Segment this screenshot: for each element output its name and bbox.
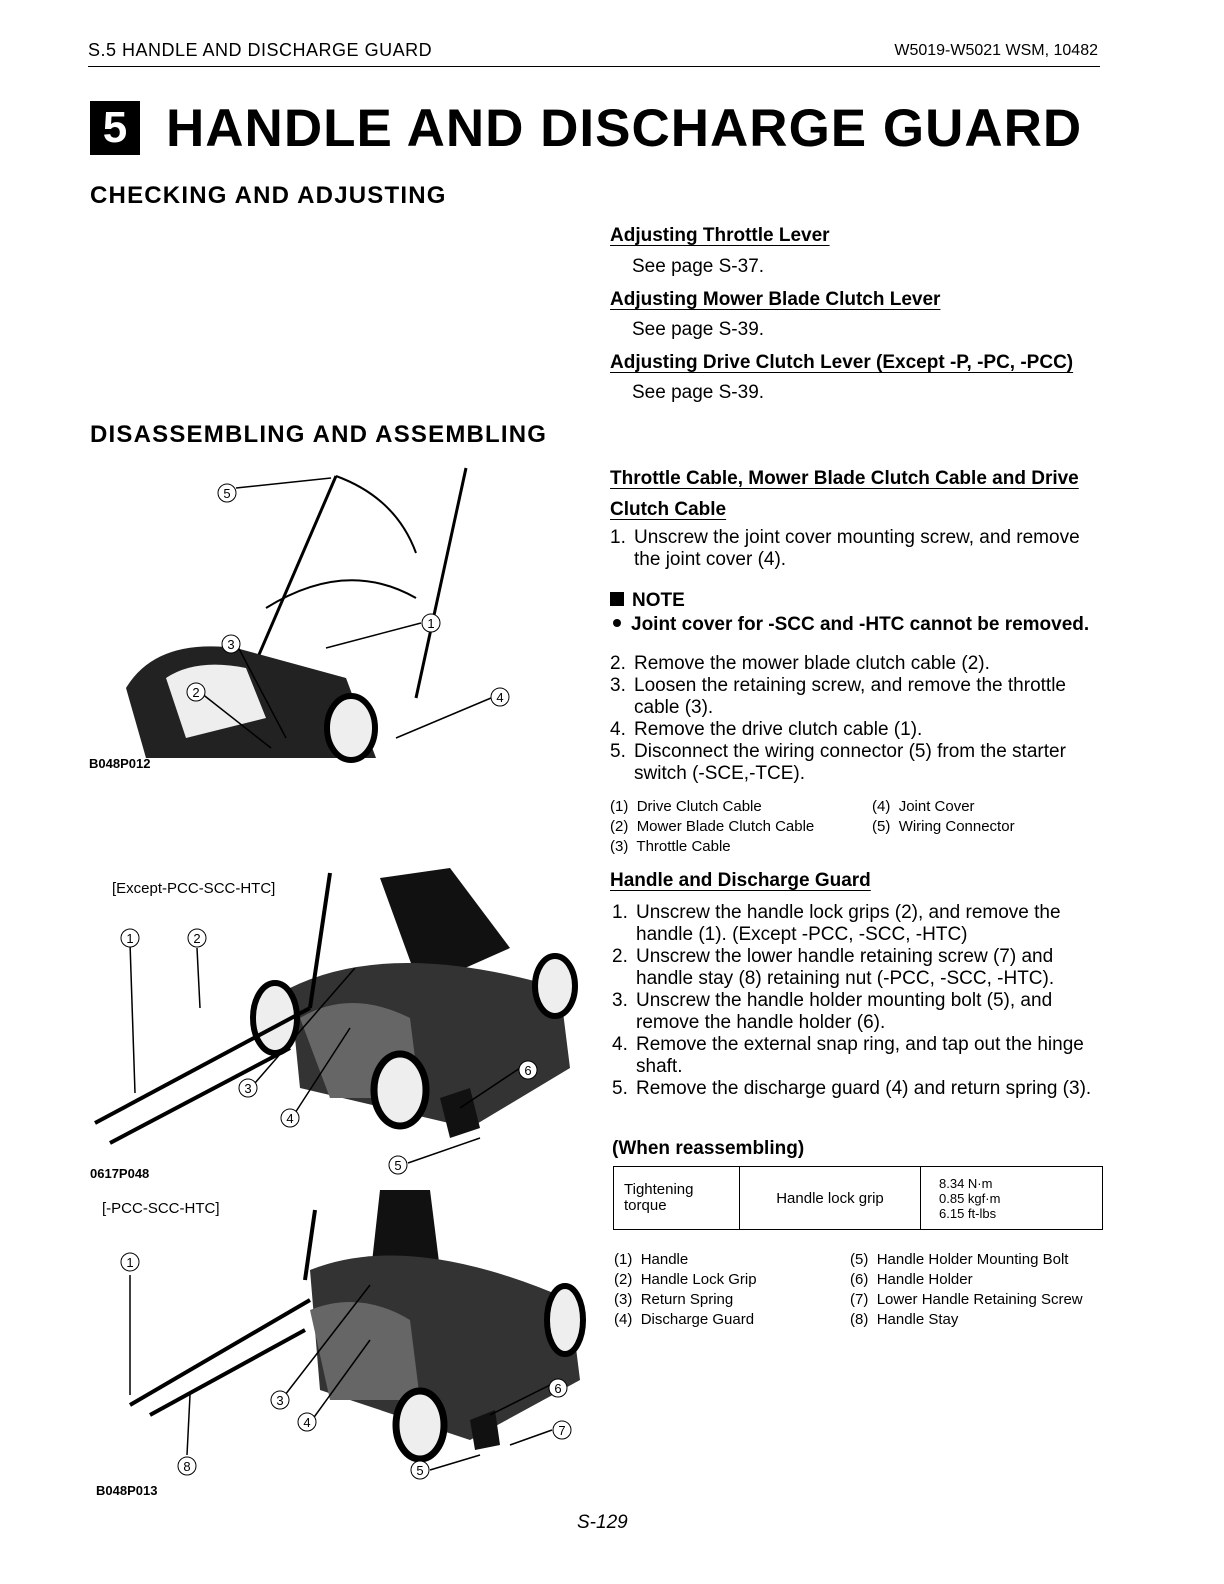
- note-heading: NOTE: [610, 590, 685, 612]
- page-reference: See page S-39.: [632, 382, 765, 403]
- section-label: S.5 HANDLE AND DISCHARGE GUARD: [88, 40, 433, 60]
- running-header: [88, 40, 1100, 67]
- note-square-icon: [610, 592, 624, 606]
- torque-label-cell: Tightening torque: [614, 1167, 740, 1230]
- legend-item: (4) Joint Cover: [872, 798, 975, 815]
- callout-1: 1: [126, 1255, 134, 1270]
- cables-step-list-1: [610, 527, 1100, 571]
- callout-6: 6: [554, 1381, 562, 1396]
- callout-7: 7: [558, 1423, 566, 1438]
- cables-step-list-2: [610, 653, 1100, 785]
- checking-heading: CHECKING AND ADJUSTING: [90, 182, 447, 209]
- list-item: 3. Loosen the retaining screw, and remove the throttle cable (3).: [610, 675, 1066, 718]
- legend-item: (2) Mower Blade Clutch Cable: [610, 818, 815, 835]
- callout-4: 4: [286, 1111, 294, 1126]
- table-row: [614, 1167, 1103, 1230]
- list-item: 3. Unscrew the handle holder mounting bolt (5), and remove the handle holder (6).: [612, 990, 1053, 1033]
- page-reference: See page S-39.: [632, 319, 765, 340]
- page-number: S-129: [577, 1512, 628, 1533]
- list-item: 4. Remove the drive clutch cable (1).: [610, 719, 923, 740]
- legend-item: (5) Handle Holder Mounting Bolt: [850, 1251, 1069, 1268]
- page-title: [90, 98, 1082, 158]
- figure-code: 0617P048: [90, 1166, 150, 1181]
- torque-part-cell: Handle lock grip: [740, 1167, 921, 1230]
- callout-1: 1: [126, 931, 134, 946]
- callout-5: 5: [223, 486, 231, 501]
- cables-title-line-2: Clutch Cable: [610, 499, 727, 520]
- callout-5: 5: [416, 1463, 424, 1478]
- callout-3: 3: [227, 637, 235, 652]
- document-reference: W5019-W5021 WSM, 10482: [894, 42, 1098, 59]
- callout-8: 8: [183, 1459, 191, 1474]
- disassembling-heading: DISASSEMBLING AND ASSEMBLING: [90, 421, 548, 448]
- legend-item: (7) Lower Handle Retaining Screw: [850, 1291, 1083, 1308]
- list-item: 2. Remove the mower blade clutch cable (2).: [610, 653, 990, 674]
- note-text: Joint cover for -SCC and -HTC cannot be removed.: [610, 614, 1089, 636]
- torque-value-cell: 8.34 N·m 0.85 kgf·m 6.15 ft-lbs: [921, 1167, 1103, 1230]
- subheading-throttle-lever: Adjusting Throttle Lever: [610, 225, 830, 246]
- callout-5: 5: [394, 1158, 402, 1173]
- figure-variant-label: [Except-PCC-SCC-HTC]: [112, 880, 276, 897]
- handle-figure-standard: [90, 868, 590, 1188]
- list-item: 1. Unscrew the joint cover mounting screw, and remove the joint cover (4).: [610, 527, 1080, 570]
- mower-cables-figure: [86, 458, 526, 778]
- section-number-badge: 5: [90, 101, 140, 155]
- guard-legend: [614, 1250, 1114, 1332]
- handle-figure-pcc-scc-htc: [90, 1190, 590, 1500]
- callout-2: 2: [193, 931, 201, 946]
- figure-code: B048P013: [96, 1483, 158, 1498]
- legend-item: (6) Handle Holder: [850, 1271, 973, 1288]
- list-item: 1. Unscrew the handle lock grips (2), and remove the handle (1). (Except -PCC, -SCC, -HTC): [612, 902, 1061, 945]
- cables-title-line-1: Throttle Cable, Mower Blade Clutch Cable and Drive: [610, 468, 1079, 489]
- subheading-blade-clutch-lever: Adjusting Mower Blade Clutch Lever: [610, 289, 941, 310]
- cables-section-title: [610, 463, 1100, 525]
- list-item: 4. Remove the external snap ring, and tap out the hinge shaft.: [612, 1034, 1084, 1077]
- reassembling-heading: (When reassembling): [612, 1138, 805, 1159]
- legend-item: (4) Discharge Guard: [614, 1311, 755, 1328]
- callout-3: 3: [244, 1081, 252, 1096]
- callout-4: 4: [496, 690, 504, 705]
- callout-3: 3: [276, 1393, 284, 1408]
- legend-item: (2) Handle Lock Grip: [614, 1271, 757, 1288]
- page-reference: See page S-37.: [632, 256, 765, 277]
- figure-variant-label: [-PCC-SCC-HTC]: [102, 1200, 220, 1217]
- legend-item: (5) Wiring Connector: [872, 818, 1015, 835]
- legend-item: (1) Handle: [614, 1251, 689, 1268]
- page-title-text: HANDLE AND DISCHARGE GUARD: [166, 98, 1083, 158]
- guard-step-list: [612, 902, 1100, 1100]
- guard-section-title: Handle and Discharge Guard: [610, 870, 871, 891]
- bullet-icon: [613, 619, 621, 627]
- list-item: 5. Remove the discharge guard (4) and return spring (3).: [612, 1078, 1092, 1099]
- list-item: 2. Unscrew the lower handle retaining screw (7) and handle stay (8) retaining nut (-PCC, -SCC, -HTC).: [612, 946, 1055, 989]
- callout-4: 4: [303, 1415, 311, 1430]
- callout-1: 1: [427, 616, 435, 631]
- legend-item: (8) Handle Stay: [850, 1311, 959, 1328]
- legend-item: (1) Drive Clutch Cable: [610, 798, 762, 815]
- list-item: 5. Disconnect the wiring connector (5) from the starter switch (-SCE,-TCE).: [610, 741, 1066, 784]
- figure-code: B048P012: [89, 756, 151, 771]
- callout-6: 6: [524, 1063, 532, 1078]
- legend-item: (3) Throttle Cable: [610, 838, 731, 855]
- subheading-drive-clutch-lever: Adjusting Drive Clutch Lever (Except -P, -PC, -PCC): [610, 352, 1074, 373]
- callout-2: 2: [192, 685, 200, 700]
- cables-legend: [610, 797, 1100, 859]
- torque-table: [613, 1166, 1103, 1230]
- legend-item: (3) Return Spring: [614, 1291, 734, 1308]
